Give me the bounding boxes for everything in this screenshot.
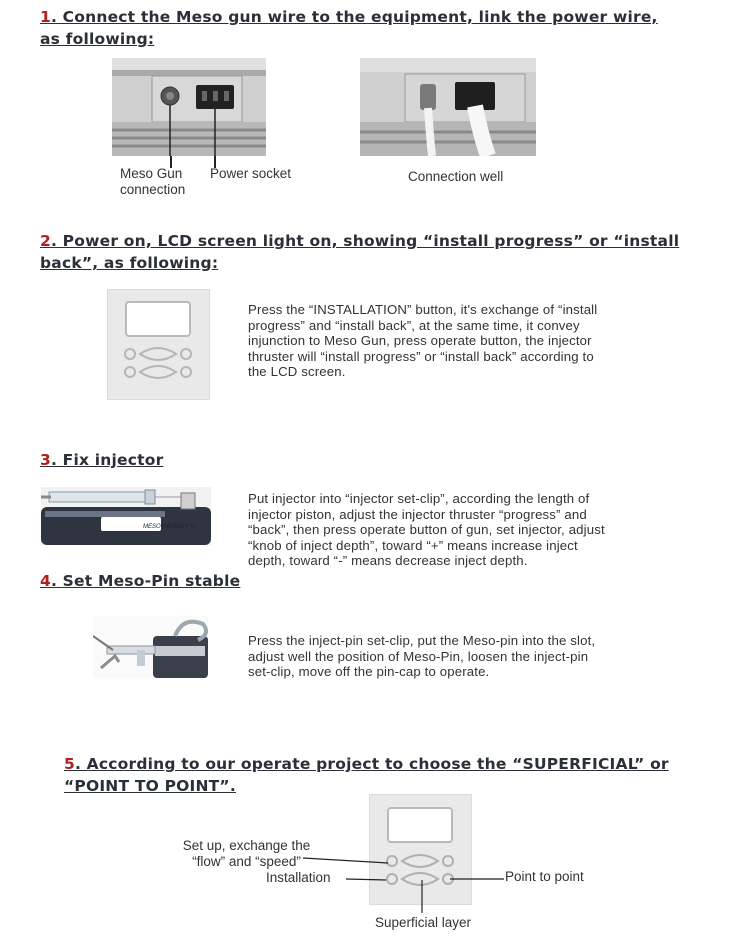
meso-gun-connection-label: Meso Gun connection [120, 166, 186, 197]
meso-pin-illustration [93, 616, 208, 678]
control-panel-image [107, 289, 210, 400]
section-4-heading: 4. Set Meso-Pin stable [40, 572, 241, 590]
socket-panel-illustration [112, 58, 266, 156]
panel-socket-photo [112, 58, 266, 156]
power-socket-label: Power socket [210, 166, 292, 181]
svg-text:MESOTHERAPY G: MESOTHERAPY G [143, 524, 196, 530]
section-number: 3 [40, 451, 51, 469]
section-1-heading: 1. Connect the Meso gun wire to the equipment, link the power wire, as following: [40, 8, 658, 48]
lcd-screen [125, 301, 191, 337]
meso-pin-photo [93, 616, 208, 678]
section-3-heading: 3. Fix injector [40, 451, 164, 469]
lcd-screen [387, 807, 453, 843]
section-3-text: Put injector into “injector set-clip”, according the length of injector piston, adjust the injector thruster “progress” and “back”, then press operate button of gun, set injector, adjust “knob of inject depth”, toward “+” means increase inject depth, toward “-” means decrease inject depth. [248, 491, 605, 568]
callout-lines [300, 850, 510, 920]
injector-photo [41, 487, 211, 545]
section-number: 4 [40, 572, 51, 590]
setup-flow-speed-label: Set up, exchange the “flow” and “speed” [182, 838, 311, 869]
superficial-layer-label: Superficial layer [375, 915, 472, 930]
section-2-text: Press the “INSTALLATION” button, it's exchange of “install progress” and “install back”, at the same time, it convey injunction to Meso Gun, press operate button, the injector thruster will “install progress” or “install back” according to the LCD screen. [248, 302, 598, 379]
section-4-text: Press the inject-pin set-clip, put the Meso-pin into the slot, adjust well the position of Meso-Pin, loosen the inject-pin set-clip, move off the pin-cap to operate. [248, 633, 596, 679]
section-number: 1 [40, 8, 51, 26]
section-5-heading: 5. According to our operate project to choose the “SUPERFICIAL” or “POINT TO POINT”. [64, 755, 669, 795]
meso-gun-injector-illustration [41, 487, 211, 545]
section-2-heading: 2. Power on, LCD screen light on, showing “install progress” or “install back”, as following: [40, 232, 680, 272]
point-to-point-label: Point to point [505, 869, 584, 884]
section-number: 2 [40, 232, 51, 250]
section-number: 5 [64, 755, 75, 773]
connected-photo [360, 58, 536, 156]
connected-illustration [360, 58, 536, 156]
installation-label: Installation [266, 870, 331, 885]
panel-buttons-illustration [122, 346, 194, 380]
connection-well-label: Connection well [408, 169, 504, 184]
